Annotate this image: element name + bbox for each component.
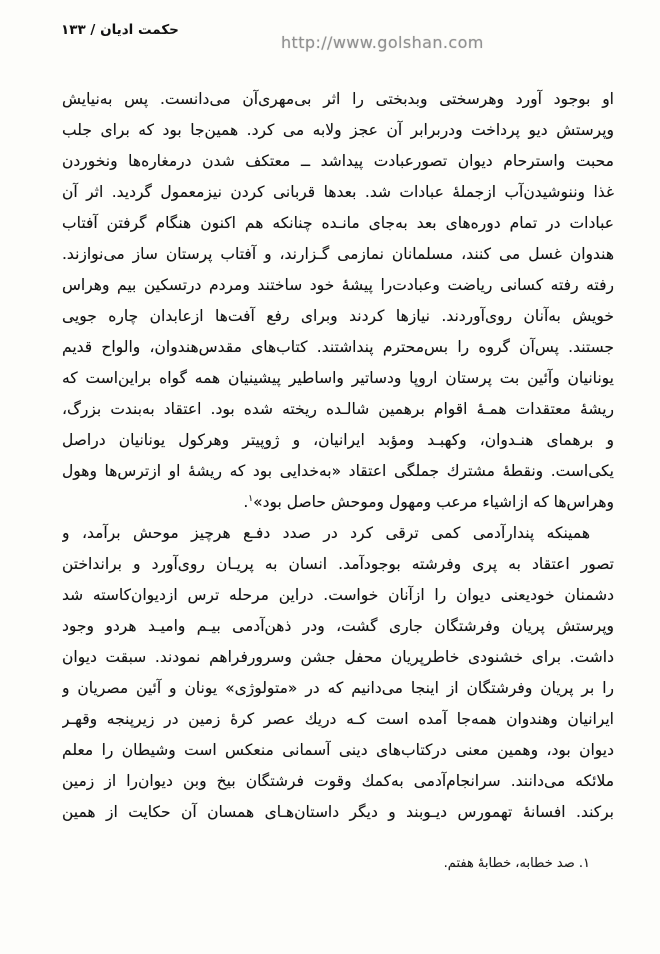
- body-line: داشت. برای خشنودی خاطرپریان محفل جشن وسرورفراهم نمودند. سبقت دیوان: [62, 648, 614, 666]
- body-line: یکی‌است. ونقطهٔ مشترك جملگی اعتقاد «به‌خدایی بود که ریشهٔ او ازترس‌ها وهول: [62, 462, 614, 480]
- body-line: ایرانیان وهندوان همه‌جا آمده است کـه دریك عصر کرهٔ زمین در زیرپنجه وقهـر: [62, 710, 614, 728]
- body-line: خویش به‌آنان روی‌آوردند. نیازها کردند وبرای رفع آفت‌ها ازعابدان چاره جویی: [62, 307, 614, 325]
- body-line: ملائکه می‌دانند. سرانجام‌آدمی به‌کمك وقوت فرشتگان بیخ وبن دیوان‌را از زمین: [62, 772, 614, 790]
- body-line-paragraph-end: [62, 487, 614, 518]
- body-line: هندوان غسل می کنند، مسلمانان نمازمی گـزارند، و آفتاب پرستان ساز می‌نوازند.: [62, 245, 614, 263]
- body-line: را بر پریان وفرشتگان از اینجا می‌دانیم که در «متولوژی» یونان و آئین مصریان و: [62, 679, 614, 697]
- body-line: جستند. پس‌آن گروه را بس‌محترم پنداشتند. کتاب‌های مقدس‌هندوان، والواح قدیم: [62, 338, 614, 356]
- body-line: برکند. افسانهٔ تهمورس دیـوبند و دیگر داستان‌هـای همسان آن حکایت از همین: [62, 803, 614, 821]
- body-line: یونانیان وآئین بت پرستان اروپا ودساتیر واساطیر پیشینیان همه گواه براین‌است که: [62, 369, 614, 387]
- body-line-text: وهراس‌ها که ازاشیاء مرعب ومهول وموحش حاصل بود»: [253, 493, 614, 511]
- body-line: ریشهٔ معتقدات همـهٔ اقوام برهمین شالـده ریخته شده بود. اعتقاد به‌بندت بزرگ،: [62, 400, 614, 418]
- body-line: غذا وننوشیدن‌آب ازجملهٔ عبادات شد. بعدها قربانی کردن نیزمعمول گردید. اثر آن: [62, 183, 614, 201]
- footnote: ۱. صد خطابه، خطابهٔ هفتم.: [443, 856, 590, 871]
- body-line: دشمنان خودیعنی دیوان را ازآنان خواست. دراین مرحله ترس ازدیوان‌کاسته شد: [62, 586, 614, 604]
- body-line: تصور اعتقاد به پری وفرشته بوجودآمد. انسان به پریـان روی‌آورد و برانداختن: [62, 555, 614, 573]
- website-watermark: http://www.golshan.com: [281, 33, 484, 52]
- body-line: و برهمای هنـدوان، وکهبـد ومؤبد ایرانیان، و ژوپیتر وهرکول یونانیان دراصل: [62, 431, 614, 449]
- body-line: وپرستش دیو پرداخت ودربرابر آن عجز ولابه می کرد. همین‌جا بود که برای جلب: [62, 121, 614, 139]
- body-line: دیوان بود، وهمین معنی درکتاب‌های دینی آسمانی منعکس است وشیطان را معلم: [62, 741, 614, 759]
- footnote-reference-period: .: [243, 493, 249, 511]
- running-header-page-number: حکمت ادیان / ۱۳۳: [61, 22, 179, 38]
- body-line: محبت واسترحام دیوان تصورعبادت پیداشد ــ معتکف شدن درمغاره‌ها ونخوردن: [62, 152, 614, 170]
- body-line-paragraph-start: همینکه پندارآدمی کمی ترقی کرد در صدد دفـع هرچیز موحش برآمد، و: [62, 524, 590, 542]
- body-line: وپرستش پریان وفرشتگان جاری گشت، ودر ذهن‌آدمی بیـم وامیـد هردو وجود: [62, 617, 614, 635]
- body-line: عبادات در تمام دوره‌های بعد به‌جای مانـده چنانکه هم اکنون هنگام گرفتن آفتاب: [62, 214, 614, 232]
- body-text-block: [62, 84, 614, 828]
- body-line: او بوجود آورد وهرسختی وبدبختی را اثر بی‌مهری‌آن می‌دانست. پس به‌نیایش: [62, 90, 614, 108]
- footnote-reference-superscript: ۱: [248, 493, 254, 504]
- body-line: رفته رفته کسانی ریاضت وعبادت‌را پیشهٔ خود ساختند ومردم درتسکین بیم وهراس: [62, 276, 614, 294]
